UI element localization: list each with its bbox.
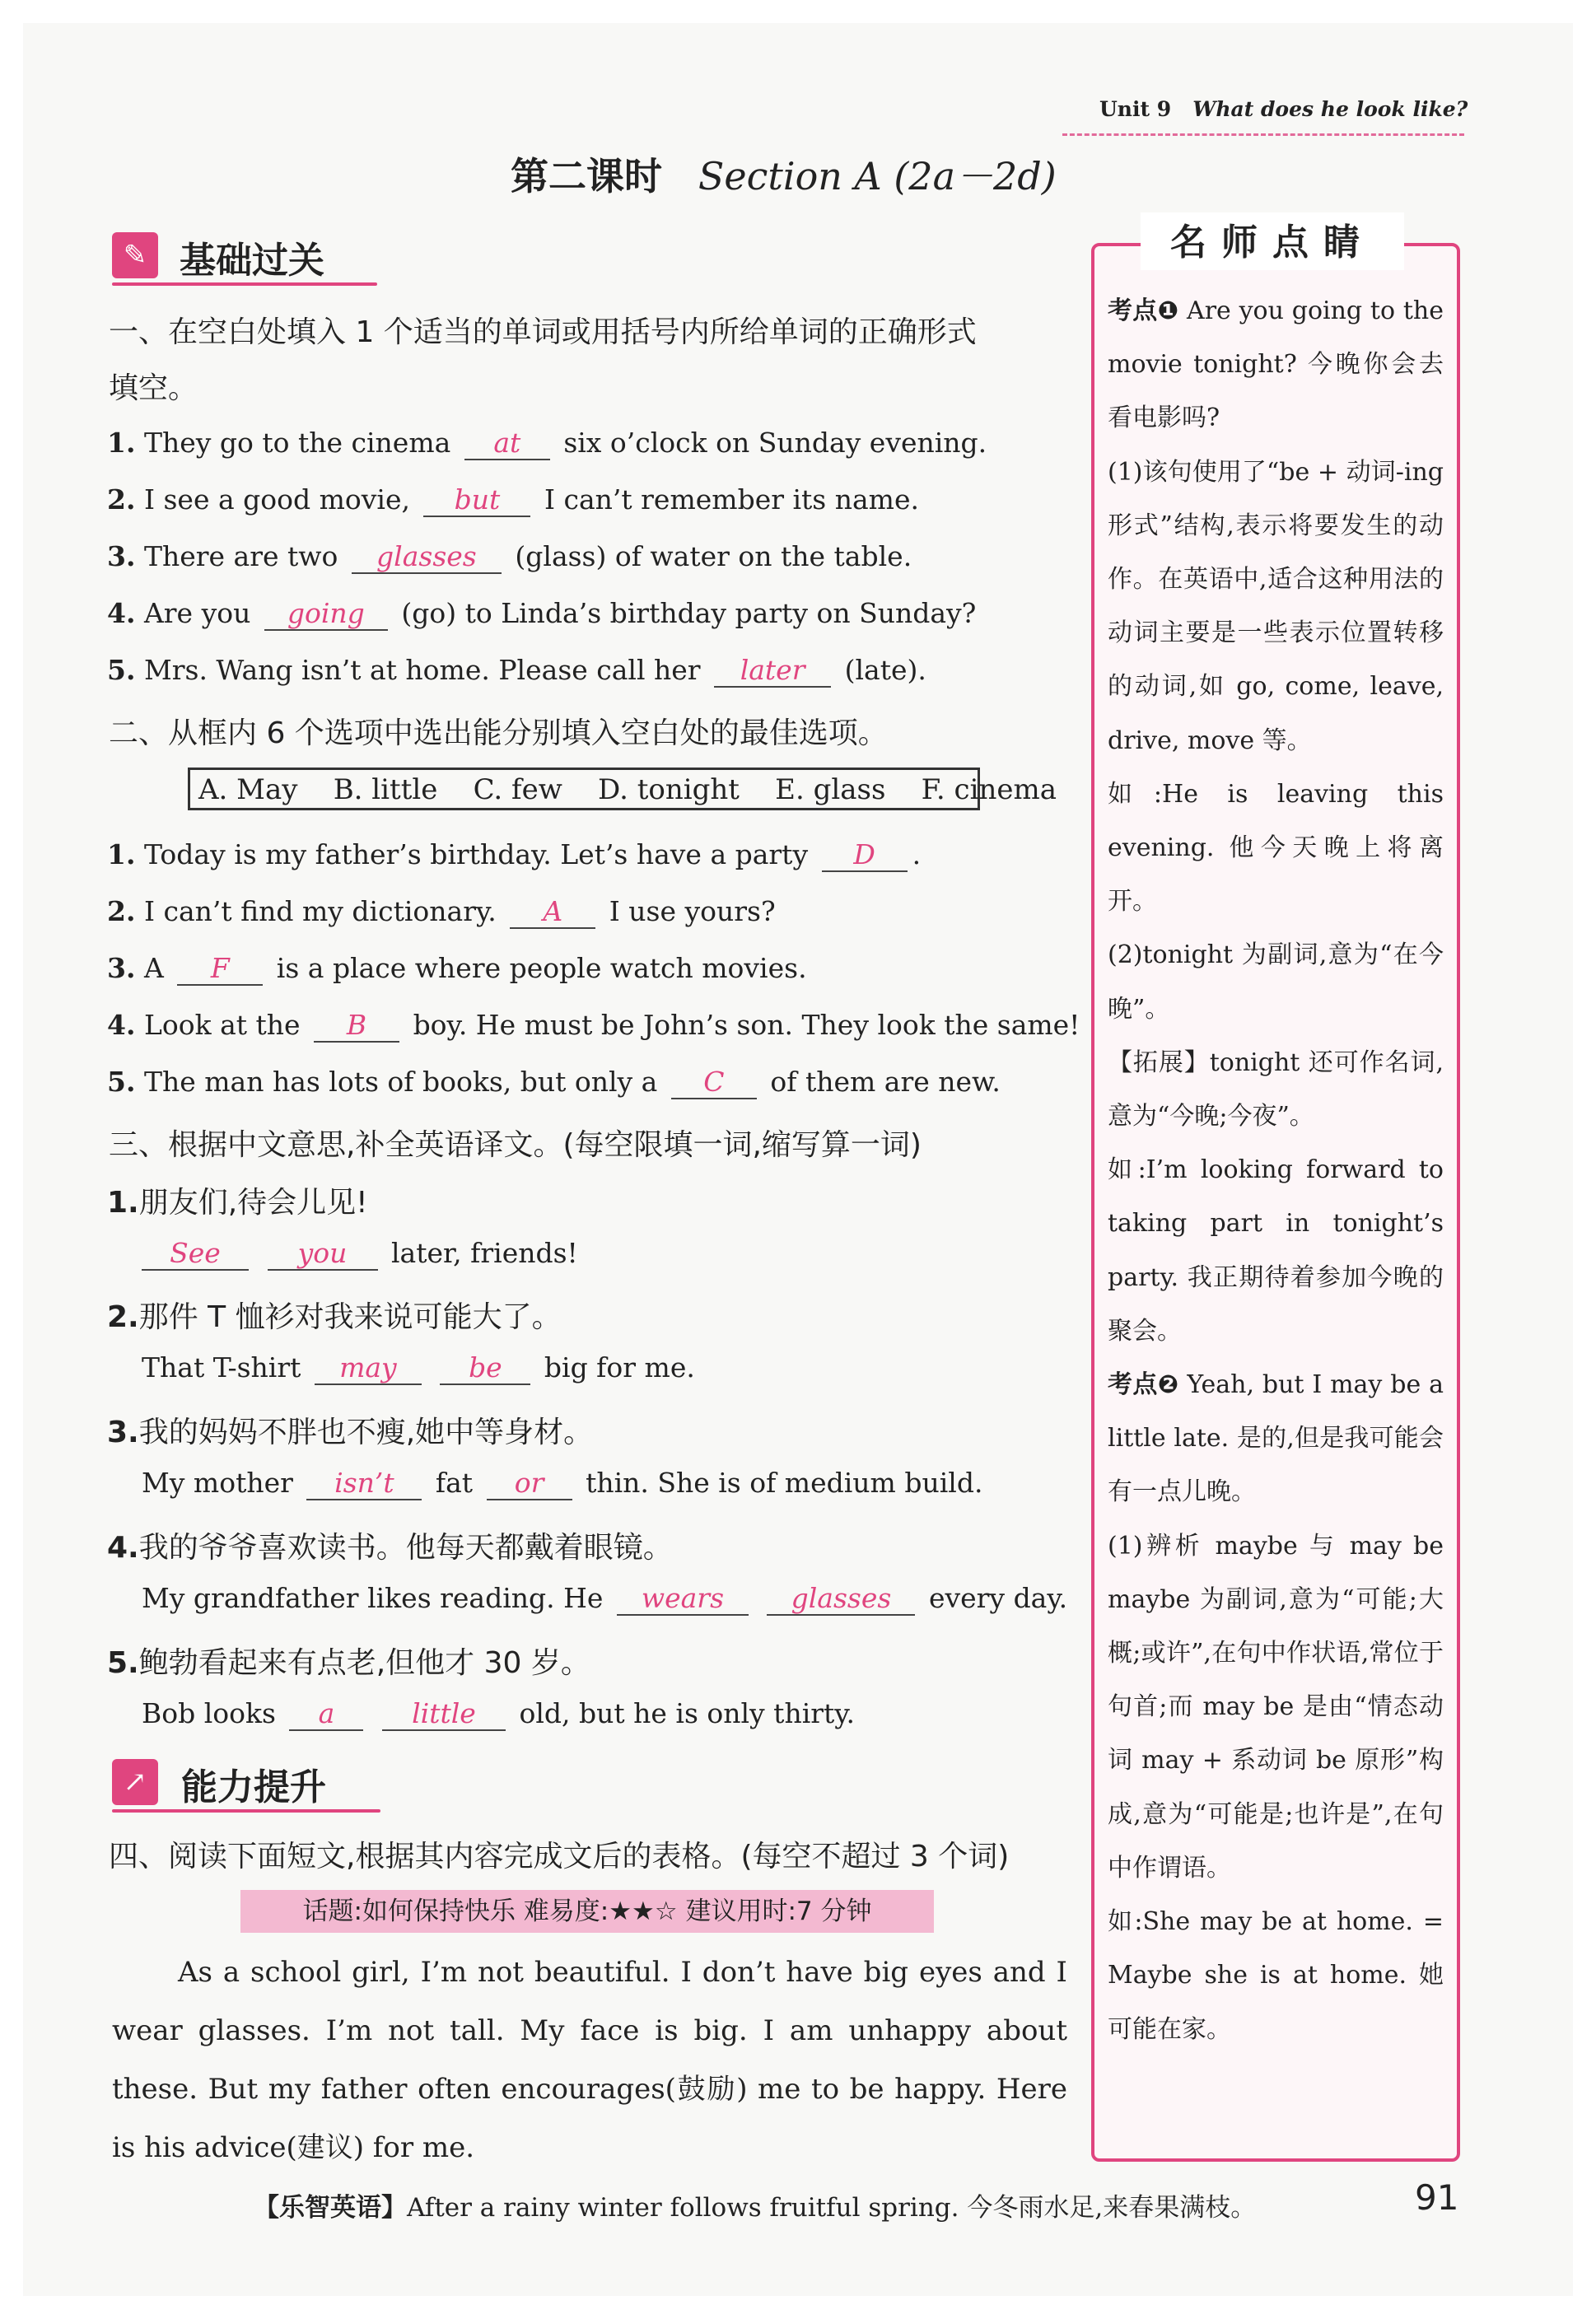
part3-english: See you later, friends! [142, 1237, 578, 1271]
header-divider [1062, 133, 1464, 136]
answer-blank[interactable]: little [382, 1697, 506, 1731]
options-box: A. May B. little C. few D. tonight E. glass F. cinema [188, 768, 980, 810]
part1-question: 1. They go to the cinema at six o’clock on Sunday evening. [107, 427, 987, 459]
answer-blank[interactable]: later [714, 654, 831, 688]
tip-2-p2: 如:She may be at home. = Maybe she is at home. 她可能在家。 [1108, 1907, 1444, 2044]
part3-english: My grandfather likes reading. He wears glasses every day. [142, 1582, 1068, 1614]
part2-question: 4. Look at the B boy. He must be John’s son. They look the same! [107, 1009, 1080, 1041]
part2-question: 5. The man has lots of books, but only a C of them are new. [107, 1066, 1001, 1098]
part3-chinese: 1.朋友们,待会儿见! [107, 1186, 368, 1220]
answer-blank[interactable]: be [440, 1351, 530, 1385]
part1-instruction: 一、在空白处填入 1 个适当的单词或用括号内所给单词的正确形式 [109, 315, 977, 349]
header-unit-title [1099, 97, 1468, 121]
answer-blank[interactable]: a [289, 1697, 363, 1731]
reading-passage: As a school girl, I’m not beautiful. I don’t have big eyes and I wear glasses. I’m not tall. My face is big. I am unhappy about these. But my father often encourages(鼓励) me to be happy. Here is his advice(建议) for me. [112, 1956, 1067, 2164]
lesson-section: Section A [698, 154, 882, 198]
section-basic-heading: 基础过关 [180, 240, 324, 282]
answer-blank[interactable]: B [314, 1009, 399, 1043]
answer-blank[interactable]: but [423, 483, 530, 517]
topic-bar: 话题:如何保持快乐 难易度:★★☆ 建议用时:7 分钟 [240, 1890, 934, 1933]
tip-1-p2: 如:He is leaving this evening. 他今天晚上将离开。 [1108, 779, 1444, 917]
part4-instruction: 四、阅读下面短文,根据其内容完成文后的表格。(每空不超过 3 个词) [109, 1840, 1010, 1873]
part3-chinese: 2.那件 T 恤衫对我来说可能大了。 [107, 1300, 562, 1334]
unit-label: Unit 9 [1099, 97, 1172, 121]
teacher-tips-content [1108, 284, 1444, 2056]
answer-blank[interactable]: may [315, 1351, 422, 1385]
lesson-title [511, 147, 1057, 201]
tip-1: 考点❶ Are you going to the movie tonight? 今晚你会去看电影吗? [1108, 296, 1444, 433]
tip-2: 考点❷ Yeah, but I may be a little late. 是的,但是我可能会有一点儿晚。 [1108, 1370, 1444, 1507]
answer-blank[interactable]: at [464, 427, 550, 460]
tip-2-p1: (1)辨析 maybe 与 may be maybe 为副词,意为“可能;大概;或许”,在句中作状语,常位于句首;而 may be 是由“情态动词 may + 系动词 be 原形”构成,意为“可能是;也许是”,在句中作谓语。 [1108, 1531, 1444, 1883]
answer-blank[interactable]: C [671, 1066, 757, 1099]
lesson-range: (2a－2d) [894, 154, 1057, 198]
tip-1-p4: 【拓展】tonight 还可作名词,意为“今晚;今夜”。 [1108, 1048, 1444, 1132]
tip-1-p1: (1)该句使用了“be + 动词-ing 形式”结构,表示将要发生的动作。在英语中,适合这种用法的动词主要是一些表示位置转移的动词,如 go, come, leave, drive, move 等。 [1108, 457, 1444, 755]
section-advanced-heading: 能力提升 [181, 1766, 326, 1808]
part2-question: 1. Today is my father’s birthday. Let’s have a party D . [107, 838, 922, 870]
part3-english: Bob looks a little old, but he is only thirty. [142, 1697, 856, 1729]
part1-question: 2. I see a good movie, but I can’t remember its name. [107, 483, 919, 516]
answer-blank[interactable]: going [264, 597, 388, 631]
part2-question: 2. I can’t find my dictionary. A I use yours? [107, 895, 776, 927]
answer-blank[interactable]: F [177, 952, 263, 986]
unit-question: What does he look like? [1192, 97, 1468, 121]
teacher-tips-title: 名师点睛 [1141, 212, 1404, 270]
part2-instruction: 二、从框内 6 个选项中选出能分别填入空白处的最佳选项。 [109, 716, 888, 750]
chart-up-icon: ↗ [112, 1759, 158, 1805]
pen-icon: ✎ [112, 232, 158, 278]
answer-blank[interactable]: isn’t [306, 1467, 422, 1500]
tip-1-p3: (2)tonight 为副词,意为“在今晚”。 [1108, 940, 1444, 1024]
section-underline [112, 1809, 380, 1813]
part1-question: 5. Mrs. Wang isn’t at home. Please call her later (late). [107, 654, 926, 686]
page-number: 91 [1415, 2177, 1459, 2218]
part1-question: 4. Are you going (go) to Linda’s birthday party on Sunday? [107, 597, 977, 629]
tip-1-p5: 如:I’m looking forward to taking part in tonight’s party. 我正期待着参加今晚的聚会。 [1108, 1155, 1444, 1346]
answer-blank[interactable]: D [822, 838, 908, 872]
answer-blank[interactable]: A [510, 895, 595, 929]
part3-english: That T-shirt may be big for me. [142, 1351, 695, 1383]
footer-motto: 【乐智英语】After a rainy winter follows fruitful spring. 今冬雨水足,来春果满枝。 [254, 2193, 1257, 2223]
footer-brand: 【乐智英语】 [254, 2193, 407, 2223]
part3-chinese: 3.我的妈妈不胖也不瘦,她中等身材。 [107, 1416, 594, 1449]
part2-question: 3. A F is a place where people watch movies. [107, 952, 807, 984]
answer-blank[interactable]: you [268, 1237, 378, 1271]
lesson-cn: 第二课时 [511, 154, 662, 198]
part3-chinese: 5.鲍勃看起来有点老,但他才 30 岁。 [107, 1646, 590, 1680]
answer-blank[interactable]: or [487, 1467, 572, 1500]
answer-blank[interactable]: glasses [352, 540, 502, 574]
answer-blank[interactable]: See [142, 1237, 249, 1271]
part1-instruction-cont: 填空。 [109, 371, 198, 405]
answer-blank[interactable]: glasses [767, 1582, 915, 1616]
section-underline [112, 282, 377, 286]
part1-question: 3. There are two glasses (glass) of water on the table. [107, 540, 912, 572]
answer-blank[interactable]: wears [617, 1582, 749, 1616]
part3-english: My mother isn’t fat or thin. She is of medium build. [142, 1467, 983, 1499]
part3-chinese: 4.我的爷爷喜欢读书。他每天都戴着眼镜。 [107, 1531, 673, 1565]
part3-instruction: 三、根据中文意思,补全英语译文。(每空限填一词,缩写算一词) [109, 1128, 922, 1162]
